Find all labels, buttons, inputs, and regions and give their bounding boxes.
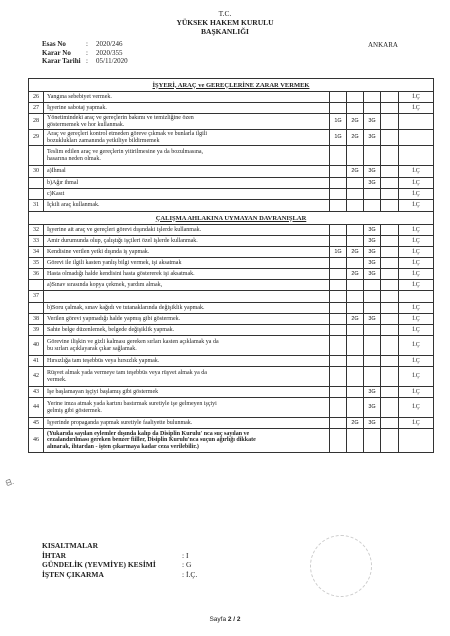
grade-3g: 3G [364,258,381,268]
grade-2g [347,387,364,397]
blank-cell [381,325,399,335]
blank-cell [381,189,399,199]
row-number: 26 [29,92,44,102]
grade-1g [330,225,347,235]
row-text: a)Sınav sırasında kopya çekmek, yardım almak, [44,280,330,290]
grade-2g [347,336,364,355]
header-line-3: BAŞKANLIĞI [201,27,249,36]
blank-cell [381,225,399,235]
table-row [29,114,433,130]
table-row [29,225,433,236]
grade-3g: 3G [364,166,381,177]
result-cell: İ.Ç [412,404,420,411]
grade-2g [347,200,364,211]
grade-2g [347,258,364,268]
row-text: İçkili araç kullanmak. [44,200,330,211]
table-row [29,236,433,247]
grade-1g [330,146,347,165]
grade-3g [364,200,381,211]
grade-3g [364,356,381,366]
table-row [29,200,433,212]
grade-3g [364,291,381,302]
row-text: Rüşvet almak yada vermeye tam teşebbüs veya rüşvet almak ya da vermek. [44,367,330,386]
grade-1g [330,314,347,324]
blank-cell [381,166,399,177]
row-text: Verilen görevi yapmadığı halde yapmış gibi göstermek. [44,314,330,324]
grade-1g [330,269,347,279]
result-cell: İ.Ç [412,342,420,349]
blank-cell [381,418,399,428]
table-row [29,429,433,453]
grade-1g [330,280,347,290]
row-number [29,189,44,199]
blank-cell [381,200,399,211]
blank-cell [381,303,399,313]
row-text: Hasta olmadığı halde kendisini hasta göstererek işi aksatmak. [44,269,330,279]
grade-3g [364,280,381,290]
row-text: Araç ve gereçleri kontrol etmeden göreve çıkmak ve bunlarla ilgili bozuklukları zamanında yetkiliye bildirmemek [44,130,330,145]
grade-1g [330,356,347,366]
result-cell [399,130,433,145]
row-text: İşyerine ait araç ve gereçleri görevi dışındaki işlerde kullanmak. [44,225,330,235]
blank-cell [381,367,399,386]
grade-1g [330,387,347,397]
table-row [29,280,433,291]
grade-2g [347,356,364,366]
section1-title: İŞYERİ, ARAÇ ve GEREÇLERİNE ZARAR VERMEK [29,79,433,92]
row-text: Hırsızlığa tam teşebbüs veya hırsızlık yapmak. [44,356,330,366]
result-cell: İ.Ç [412,357,420,364]
result-cell: İ.Ç [412,202,420,209]
grade-3g: 3G [364,236,381,246]
tarih-label: Karar Tarihi [42,57,81,66]
grade-1g [330,418,347,428]
row-number: 35 [29,258,44,268]
row-number: 43 [29,387,44,397]
case-meta: Esas No : 2020/246 Karar No : 2020/355 Karar Tarihi : 05/11/2020 [42,40,128,66]
grade-2g [347,280,364,290]
row-number [29,303,44,313]
grade-3g: 3G [364,398,381,417]
result-cell: İ.Ç [412,281,420,288]
table-row [29,303,433,314]
grade-1g [330,367,347,386]
grade-3g [364,325,381,335]
esas-label: Esas No [42,40,66,48]
result-cell [399,429,433,452]
table-row [29,247,433,258]
grade-2g: 2G [347,114,364,129]
table-row [29,189,433,200]
row-number: 33 [29,236,44,246]
result-cell: İ.Ç [412,248,420,255]
result-cell: İ.Ç [412,190,420,197]
section2-title: ÇALIŞMA AHLAKINA UYMAYAN DAVRANIŞLAR [29,212,433,225]
row-number [29,280,44,290]
grade-1g [330,200,347,211]
row-number: 39 [29,325,44,335]
row-text: Teslim edilen araç ve gereçlerin yitirilmesine ya da bozulmasına, hasarına neden olmak. [44,146,330,165]
row-text: b)Ağır ihmal [44,178,330,188]
row-text: Sahte belge düzenlemek, belgede değişiklik yapmak. [44,325,330,335]
grade-3g [364,367,381,386]
table-row [29,269,433,280]
grade-2g [347,225,364,235]
row-text: Yangına sebebiyet vermek. [44,92,330,102]
grade-2g: 2G [347,166,364,177]
result-cell: İ.Ç [412,104,420,111]
result-cell: İ.Ç [412,259,420,266]
row-number: 38 [29,314,44,324]
blank-cell [381,247,399,257]
page-prefix: Sayfa [209,616,228,623]
row-text: Görevine ilişkin ve gizli kalması gereken sırları kasten açıklamak ya da bu sırları açıklayarak çıkar sağlamak. [44,336,330,355]
blank-cell [381,291,399,302]
result-cell: İ.Ç [412,419,420,426]
table-row [29,398,433,418]
row-number [29,146,44,165]
result-cell: İ.Ç [412,168,420,175]
row-number: 46 [29,429,44,452]
grade-2g: 2G [347,269,364,279]
grade-3g: 3G [364,114,381,129]
grade-2g [347,303,364,313]
page-value: 2 / 2 [227,616,241,623]
blank-cell [381,356,399,366]
blank-cell [381,130,399,145]
table-row [29,291,433,303]
margin-mark: ᗺ. [4,476,15,489]
grade-2g: 2G [347,130,364,145]
table-row [29,92,433,103]
result-cell: İ.Ç [412,304,420,311]
blank-cell [381,114,399,129]
row-number: 28 [29,114,44,129]
grade-2g [347,146,364,165]
karar-label: Karar No [42,48,71,57]
table-row [29,130,433,146]
grade-1g [330,325,347,335]
faint-seal [310,535,372,597]
grade-2g [347,429,364,452]
grade-1g [330,398,347,417]
grade-1g: 1G [330,247,347,257]
blank-cell [381,146,399,165]
result-cell: İ.Ç [412,93,420,100]
row-text: Yerine imza atmak yada kartını bastırmak suretiyle işe gelmeyen işçiyi gelmiş gibi göstermek. [44,398,330,417]
blank-cell [381,429,399,452]
blank-cell [381,92,399,102]
grade-3g: 3G [364,269,381,279]
blank-cell [381,314,399,324]
grade-3g [364,189,381,199]
grade-1g [330,258,347,268]
result-cell: İ.Ç [412,237,420,244]
legend-value: : G [182,560,192,569]
grade-1g: 1G [330,114,347,129]
grade-2g: 2G [347,418,364,428]
result-cell: İ.Ç [412,315,420,322]
row-number: 29 [29,130,44,145]
result-cell: İ.Ç [412,373,420,380]
tarih-value: 05/11/2020 [96,57,128,66]
grade-1g [330,166,347,177]
header-line-1: T.C. [218,9,232,18]
legend-label: GÜNDELİK (YEVMİYE) KESİMİ [42,560,156,569]
city: ANKARA [368,41,398,49]
esas-value: 2020/246 [96,40,123,48]
row-number [29,178,44,188]
grade-1g: 1G [330,130,347,145]
grade-3g: 3G [364,225,381,235]
result-cell [399,291,433,302]
grade-3g [364,103,381,113]
grade-3g [364,92,381,102]
legend-label: İŞTEN ÇIKARMA [42,569,104,579]
grade-1g [330,236,347,246]
grade-2g [347,189,364,199]
legend-label: İHTAR [42,550,67,560]
row-number: 32 [29,225,44,235]
result-cell [399,146,433,165]
legend-value: : İ.Ç. [182,569,198,579]
blank-cell [381,387,399,397]
legend-title: KISALTMALAR [42,541,98,550]
row-number: 44 [29,398,44,417]
row-number: 34 [29,247,44,257]
grade-3g: 3G [364,418,381,428]
abbreviations [42,541,197,579]
table-row [29,387,433,398]
blank-cell [381,336,399,355]
karar-value: 2020/355 [96,48,123,57]
grade-1g [330,189,347,199]
table-row [29,336,433,356]
row-text: a)İhmal [44,166,330,177]
row-text: Kendisine verilen yetki dışında iş yapmak. [44,247,330,257]
grade-2g [347,367,364,386]
grade-1g [330,103,347,113]
grade-3g [364,429,381,452]
row-number: 31 [29,200,44,211]
grade-1g [330,429,347,452]
table-row [29,103,433,114]
table-row [29,325,433,336]
table-row [29,314,433,325]
row-text: c)Kasıt [44,189,330,199]
table-row [29,178,433,189]
grade-3g: 3G [364,130,381,145]
row-text: İşyerine sabotaj yapmak. [44,103,330,113]
section1-rows [29,92,433,212]
row-text: Görevi ile ilgili kasten yanlış bilgi vermek, işi aksatmak [44,258,330,268]
grade-2g [347,92,364,102]
blank-cell [381,280,399,290]
row-number: 36 [29,269,44,279]
grade-1g [330,336,347,355]
grade-1g [330,303,347,313]
row-text: İşe başlamayan işçiyi başlamış gibi göstermek [44,387,330,397]
row-number: 41 [29,356,44,366]
table-row [29,258,433,269]
result-cell: İ.Ç [412,326,420,333]
grade-1g [330,92,347,102]
row-number: 45 [29,418,44,428]
result-cell: İ.Ç [412,179,420,186]
row-text [44,291,330,302]
blank-cell [381,103,399,113]
row-number: 37 [29,291,44,302]
grade-3g [364,146,381,165]
row-text: (Yukarıda sayılan eylemler dışında kalıp da Disiplin Kurulu' nca suç sayılan ve cezalandırılması gereken benzer fiiller, Disiplin Kurulu'nca suçun ağırlığı dikkate alınarak, ihtardan - işten çıkarmaya kadar ceza verilebilir.) [44,429,330,452]
grade-1g [330,178,347,188]
result-cell [399,114,433,129]
grade-2g [347,103,364,113]
row-number: 27 [29,103,44,113]
grade-3g: 3G [364,178,381,188]
table-row [29,367,433,387]
row-text: Yönetimindeki araç ve gereçlerin bakımı ve temizliğine özen göstermemek ve hor kullanmak. [44,114,330,129]
grade-2g [347,178,364,188]
grade-2g: 2G [347,247,364,257]
table-row [29,146,433,166]
grade-2g [347,236,364,246]
grade-2g [347,291,364,302]
grade-3g [364,336,381,355]
row-number: 42 [29,367,44,386]
penalty-table [28,78,434,453]
grade-3g [364,303,381,313]
header-line-2: YÜKSEK HAKEM KURULU [176,18,274,27]
row-number: 40 [29,336,44,355]
table-row [29,166,433,178]
blank-cell [381,236,399,246]
blank-cell [381,178,399,188]
section2-rows [29,225,433,453]
grade-3g: 3G [364,247,381,257]
table-row [29,356,433,367]
grade-1g [330,291,347,302]
row-text: İşyerinde propaganda yapmak suretiyle faaliyette bulunmak. [44,418,330,428]
grade-2g [347,325,364,335]
grade-3g: 3G [364,387,381,397]
grade-3g: 3G [364,314,381,324]
blank-cell [381,398,399,417]
grade-2g: 2G [347,314,364,324]
row-number: 30 [29,166,44,177]
row-text: b)Soru çalmak, sınav kağıdı ve tutanaklarında değişiklik yapmak. [44,303,330,313]
table-row [29,418,433,429]
page-number [0,616,450,623]
grade-2g [347,398,364,417]
legend-value: : I [182,550,189,560]
blank-cell [381,258,399,268]
result-cell: İ.Ç [412,226,420,233]
blank-cell [381,269,399,279]
row-text: Amir durumunda olup, çalıştığı işçileri özel işlerde kullanmak. [44,236,330,246]
result-cell: İ.Ç [412,388,420,395]
result-cell: İ.Ç [412,270,420,277]
